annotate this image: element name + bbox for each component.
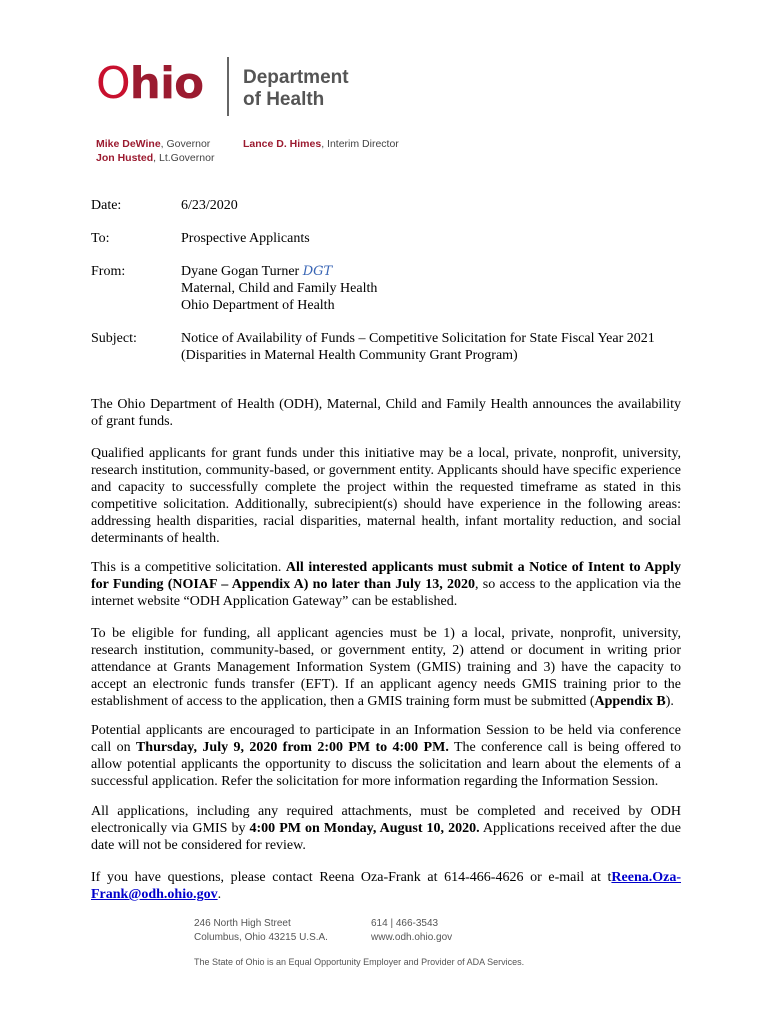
- governor-name: Mike DeWine: [96, 138, 161, 150]
- p7-text-c: .: [217, 887, 222, 902]
- footer-website: www.odh.ohio.gov: [371, 932, 453, 943]
- lt-governor-title: , Lt.Governor: [153, 152, 215, 164]
- p5-text-c: The conference call is being offered to allow potential applicants the opportunity to discuss the solicitation and learn about the elements of a successful application. Refer the solicitation for more information regarding the Information Session.: [91, 740, 681, 789]
- from-department: Ohio Department of Health: [181, 298, 335, 313]
- footer-address-line1: 246 North High Street: [194, 918, 291, 929]
- p3-bold: All interested applicants must submit a Notice of Intent to Apply for Funding (NOIAF – Appendix A) no later than July 13, 2020: [91, 560, 681, 592]
- subject-line1: Notice of Availability of Funds – Competitive Solicitation for State Fiscal Year 2021: [181, 331, 655, 346]
- director-name: Lance D. Himes: [243, 138, 322, 150]
- lt-governor-name: Jon Husted: [96, 152, 154, 164]
- p4-text-a: To be eligible for funding, all applicant agencies must be 1) a local, private, nonprofit, university, research institution, community-based, or government entity, 2) attend or document in writing prior attendance at Grants Management Information System (GMIS) training and 3) have the capacity to accept an electronic funds transfer (EFT). If an applicant agency needs GMIS training prior to the establishment of access to the application, then a GMIS training form must be submitted (: [91, 626, 681, 709]
- to-value: Prospective Applicants: [181, 231, 310, 246]
- ohio-logo-o: O: [96, 58, 130, 109]
- paragraph-announcement: The Ohio Department of Health (ODH), Maternal, Child and Family Health announces the availability of grant funds.: [91, 397, 681, 429]
- footer-tagline: The State of Ohio is an Equal Opportunity Employer and Provider of ADA Services.: [194, 957, 525, 967]
- contact-email-link[interactable]: Reena.Oza-Frank@odh.ohio.gov: [91, 870, 681, 902]
- footer-phone: 614 | 466-3543: [371, 918, 439, 929]
- p6-text-c: Applications received after the due date will not be considered for review.: [91, 821, 682, 853]
- p5-text-a: Potential applicants are encouraged to participate in an Information Session to be held via conference call on: [91, 723, 681, 755]
- footer-address: [194, 917, 328, 945]
- paragraph-information-session: [91, 722, 681, 790]
- from-unit: Maternal, Child and Family Health: [181, 281, 378, 296]
- p3-text-c: , so access to the application via the internet website “ODH Application Gateway” can be established.: [91, 577, 681, 609]
- ohio-logo: [96, 58, 204, 109]
- from-label: From:: [91, 264, 126, 279]
- department-line2: of Health: [243, 89, 325, 110]
- footer-contact: [371, 917, 452, 945]
- paragraph-deadline: [91, 803, 681, 854]
- p6-text-a: All applications, including any required attachments, must be completed and received by ODH electronically via GMIS by: [91, 804, 681, 836]
- p5-bold: Thursday, July 9, 2020 from 2:00 PM to 4:00 PM.: [135, 740, 449, 755]
- to-label: To:: [91, 231, 110, 246]
- date-value: 6/23/2020: [181, 198, 238, 213]
- p4-text-c: ).: [665, 694, 674, 709]
- paragraph-qualified-applicants: Qualified applicants for grant funds under this initiative may be a local, private, nonprofit, university, research institution, community-based, or government entity. Applicants should have specific experience and capacity to successfully complete the project within the requested timeframe as stated in this competitive solicitation. Additionally, subrecipient(s) should have experience in the following areas: addressing health disparities, racial disparities, maternal health, infant mortality reduction, and social determinants of health.: [91, 446, 681, 546]
- date-label: Date:: [91, 198, 122, 213]
- footer-address-line2: Columbus, Ohio 43215 U.S.A.: [194, 932, 328, 943]
- paragraph-competitive-solicitation: [91, 559, 681, 610]
- governor-block: [96, 137, 214, 165]
- paragraph-contact: [91, 869, 681, 903]
- department-name: [243, 67, 349, 111]
- from-name-line: [181, 263, 332, 280]
- signature-initials: DGT: [302, 264, 333, 279]
- p4-bold: Appendix B: [594, 694, 666, 709]
- p3-text-a: This is a competitive solicitation.: [91, 560, 286, 575]
- department-line1: Department: [243, 67, 349, 88]
- director-block: [243, 137, 399, 151]
- subject-line2: (Disparities in Maternal Health Community Grant Program): [181, 348, 518, 363]
- logo-divider: [227, 57, 229, 116]
- paragraph-eligibility: [91, 625, 681, 710]
- p7-text-a: If you have questions, please contact Reena Oza-Frank at 614-466-4626 or e-mail at t: [91, 870, 612, 885]
- from-name: Dyane Gogan Turner: [181, 264, 300, 279]
- governor-title: , Governor: [160, 138, 211, 150]
- subject-label: Subject:: [91, 331, 137, 346]
- p6-bold: 4:00 PM on Monday, August 10, 2020.: [249, 821, 480, 836]
- director-title: , Interim Director: [321, 138, 399, 150]
- ohio-logo-text: hio: [129, 58, 204, 109]
